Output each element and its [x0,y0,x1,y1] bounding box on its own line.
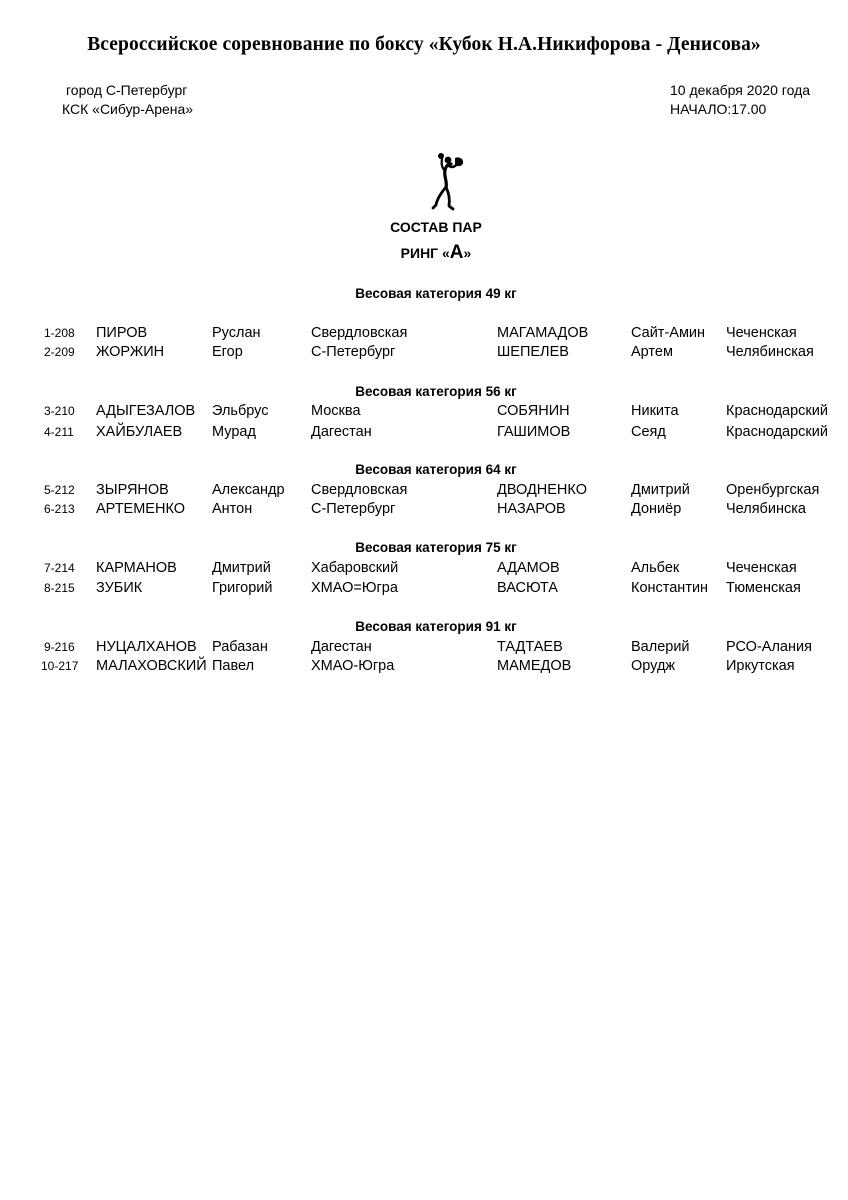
blue-first-name: Дмитрий [631,482,690,498]
blue-region: Чеченская [726,325,797,341]
bout-number: 6-213 [44,502,75,516]
blue-first-name: Никита [631,403,679,419]
bout-row [0,501,848,521]
red-last-name: НУЦАЛХАНОВ [96,639,197,655]
red-region: С-Петербург [311,344,396,360]
red-last-name: МАЛАХОВСКИЙ [96,658,207,674]
red-last-name: АДЫГЕЗАЛОВ [96,403,196,419]
blue-last-name: СОБЯНИН [497,403,570,419]
blue-first-name: Валерий [631,639,690,655]
blue-last-name: МАГАМАДОВ [497,325,589,341]
bout-row [0,344,848,364]
red-last-name: ЗУБИК [96,580,143,596]
blue-region: Чеченская [726,560,797,576]
bout-number: 2-209 [44,345,75,359]
blue-region: Иркутская [726,658,795,674]
red-first-name: Рабазан [212,639,268,655]
red-region: С-Петербург [311,501,396,517]
red-last-name: КАРМАНОВ [96,560,177,576]
bout-row [0,325,848,345]
blue-first-name: Константин [631,580,709,596]
bout-row [0,639,848,659]
city-text: город С-Петербург [66,82,188,98]
red-first-name: Александр [212,482,285,498]
blue-region: Тюменская [726,580,801,596]
red-last-name: ЖОРЖИН [96,344,165,360]
category-heading: Весовая категория 91 кг [355,619,517,634]
bout-number: 4-211 [44,425,74,439]
bout-number: 3-210 [44,404,75,418]
ring-letter: А [449,242,464,263]
category-heading: Весовая категория 49 кг [355,286,517,301]
red-region: Свердловская [311,325,408,341]
red-first-name: Эльбрус [212,403,269,419]
blue-first-name: Дониёр [631,501,682,517]
ring-close: » [463,245,472,261]
bout-number: 9-216 [44,640,75,654]
red-first-name: Дмитрий [212,560,271,576]
bout-number: 5-212 [44,483,75,497]
blue-region: Челябинска [726,501,806,517]
blue-last-name: НАЗАРОВ [497,501,566,517]
category-heading: Весовая категория 75 кг [355,540,517,555]
blue-first-name: Орудж [631,658,676,674]
bout-row [0,580,848,600]
blue-last-name: ДВОДНЕНКО [497,482,587,498]
bout-row [0,482,848,502]
red-first-name: Антон [212,501,253,517]
bout-number: 1-208 [44,326,75,340]
red-first-name: Мурад [212,424,256,440]
bout-row [0,658,848,678]
bout-number: 7-214 [44,561,75,575]
blue-last-name: ШЕПЕЛЕВ [497,344,569,360]
red-last-name: ЗЫРЯНОВ [96,482,169,498]
blue-last-name: ГАШИМОВ [497,424,571,440]
red-first-name: Руслан [212,325,261,341]
category-heading: Весовая категория 56 кг [355,384,517,399]
blue-region: Челябинская [726,344,814,360]
ring-label: РИНГ « [400,245,450,261]
blue-first-name: Артем [631,344,673,360]
blue-first-name: Альбек [631,560,680,576]
page-title: Всероссийское соревнование по боксу «Кубок Н.А.Никифорова - Денисова» [87,34,761,55]
bout-row [0,560,848,580]
bout-number: 10-217 [41,659,79,673]
start-time-text: НАЧАЛО:17.00 [670,101,767,117]
red-last-name: ПИРОВ [96,325,148,341]
bout-row [0,424,848,444]
red-last-name: АРТЕМЕНКО [96,501,186,517]
category-heading: Весовая категория 64 кг [355,462,517,477]
red-region: Хабаровский [311,560,399,576]
blue-last-name: ВАСЮТА [497,580,558,596]
blue-first-name: Сеяд [631,424,666,440]
red-region: Свердловская [311,482,408,498]
location-block [62,81,194,119]
blue-first-name: Сайт-Амин [631,325,706,341]
red-region: Дагестан [311,424,372,440]
pairs-heading: СОСТАВ ПАР [390,219,482,235]
date-block [670,81,810,119]
blue-region: Оренбургская [726,482,820,498]
blue-last-name: АДАМОВ [497,560,560,576]
red-region: ХМАО-Югра [311,658,395,674]
ring-heading [0,242,848,264]
red-first-name: Григорий [212,580,273,596]
blue-region: Краснодарский [726,424,828,440]
blue-region: РСО-Алания [726,639,812,655]
date-text: 10 декабря 2020 года [670,82,811,98]
red-first-name: Егор [212,344,243,360]
red-region: Москва [311,403,361,419]
red-region: ХМАО=Югра [311,580,398,596]
bout-number: 8-215 [44,581,75,595]
blue-last-name: МАМЕДОВ [497,658,572,674]
boxer-icon [424,150,474,214]
red-first-name: Павел [212,658,255,674]
blue-region: Краснодарский [726,403,828,419]
bout-row [0,403,848,423]
red-region: Дагестан [311,639,372,655]
venue-text: КСК «Сибур-Арена» [62,101,194,117]
red-last-name: ХАЙБУЛАЕВ [96,424,183,440]
blue-last-name: ТАДТАЕВ [497,639,563,655]
